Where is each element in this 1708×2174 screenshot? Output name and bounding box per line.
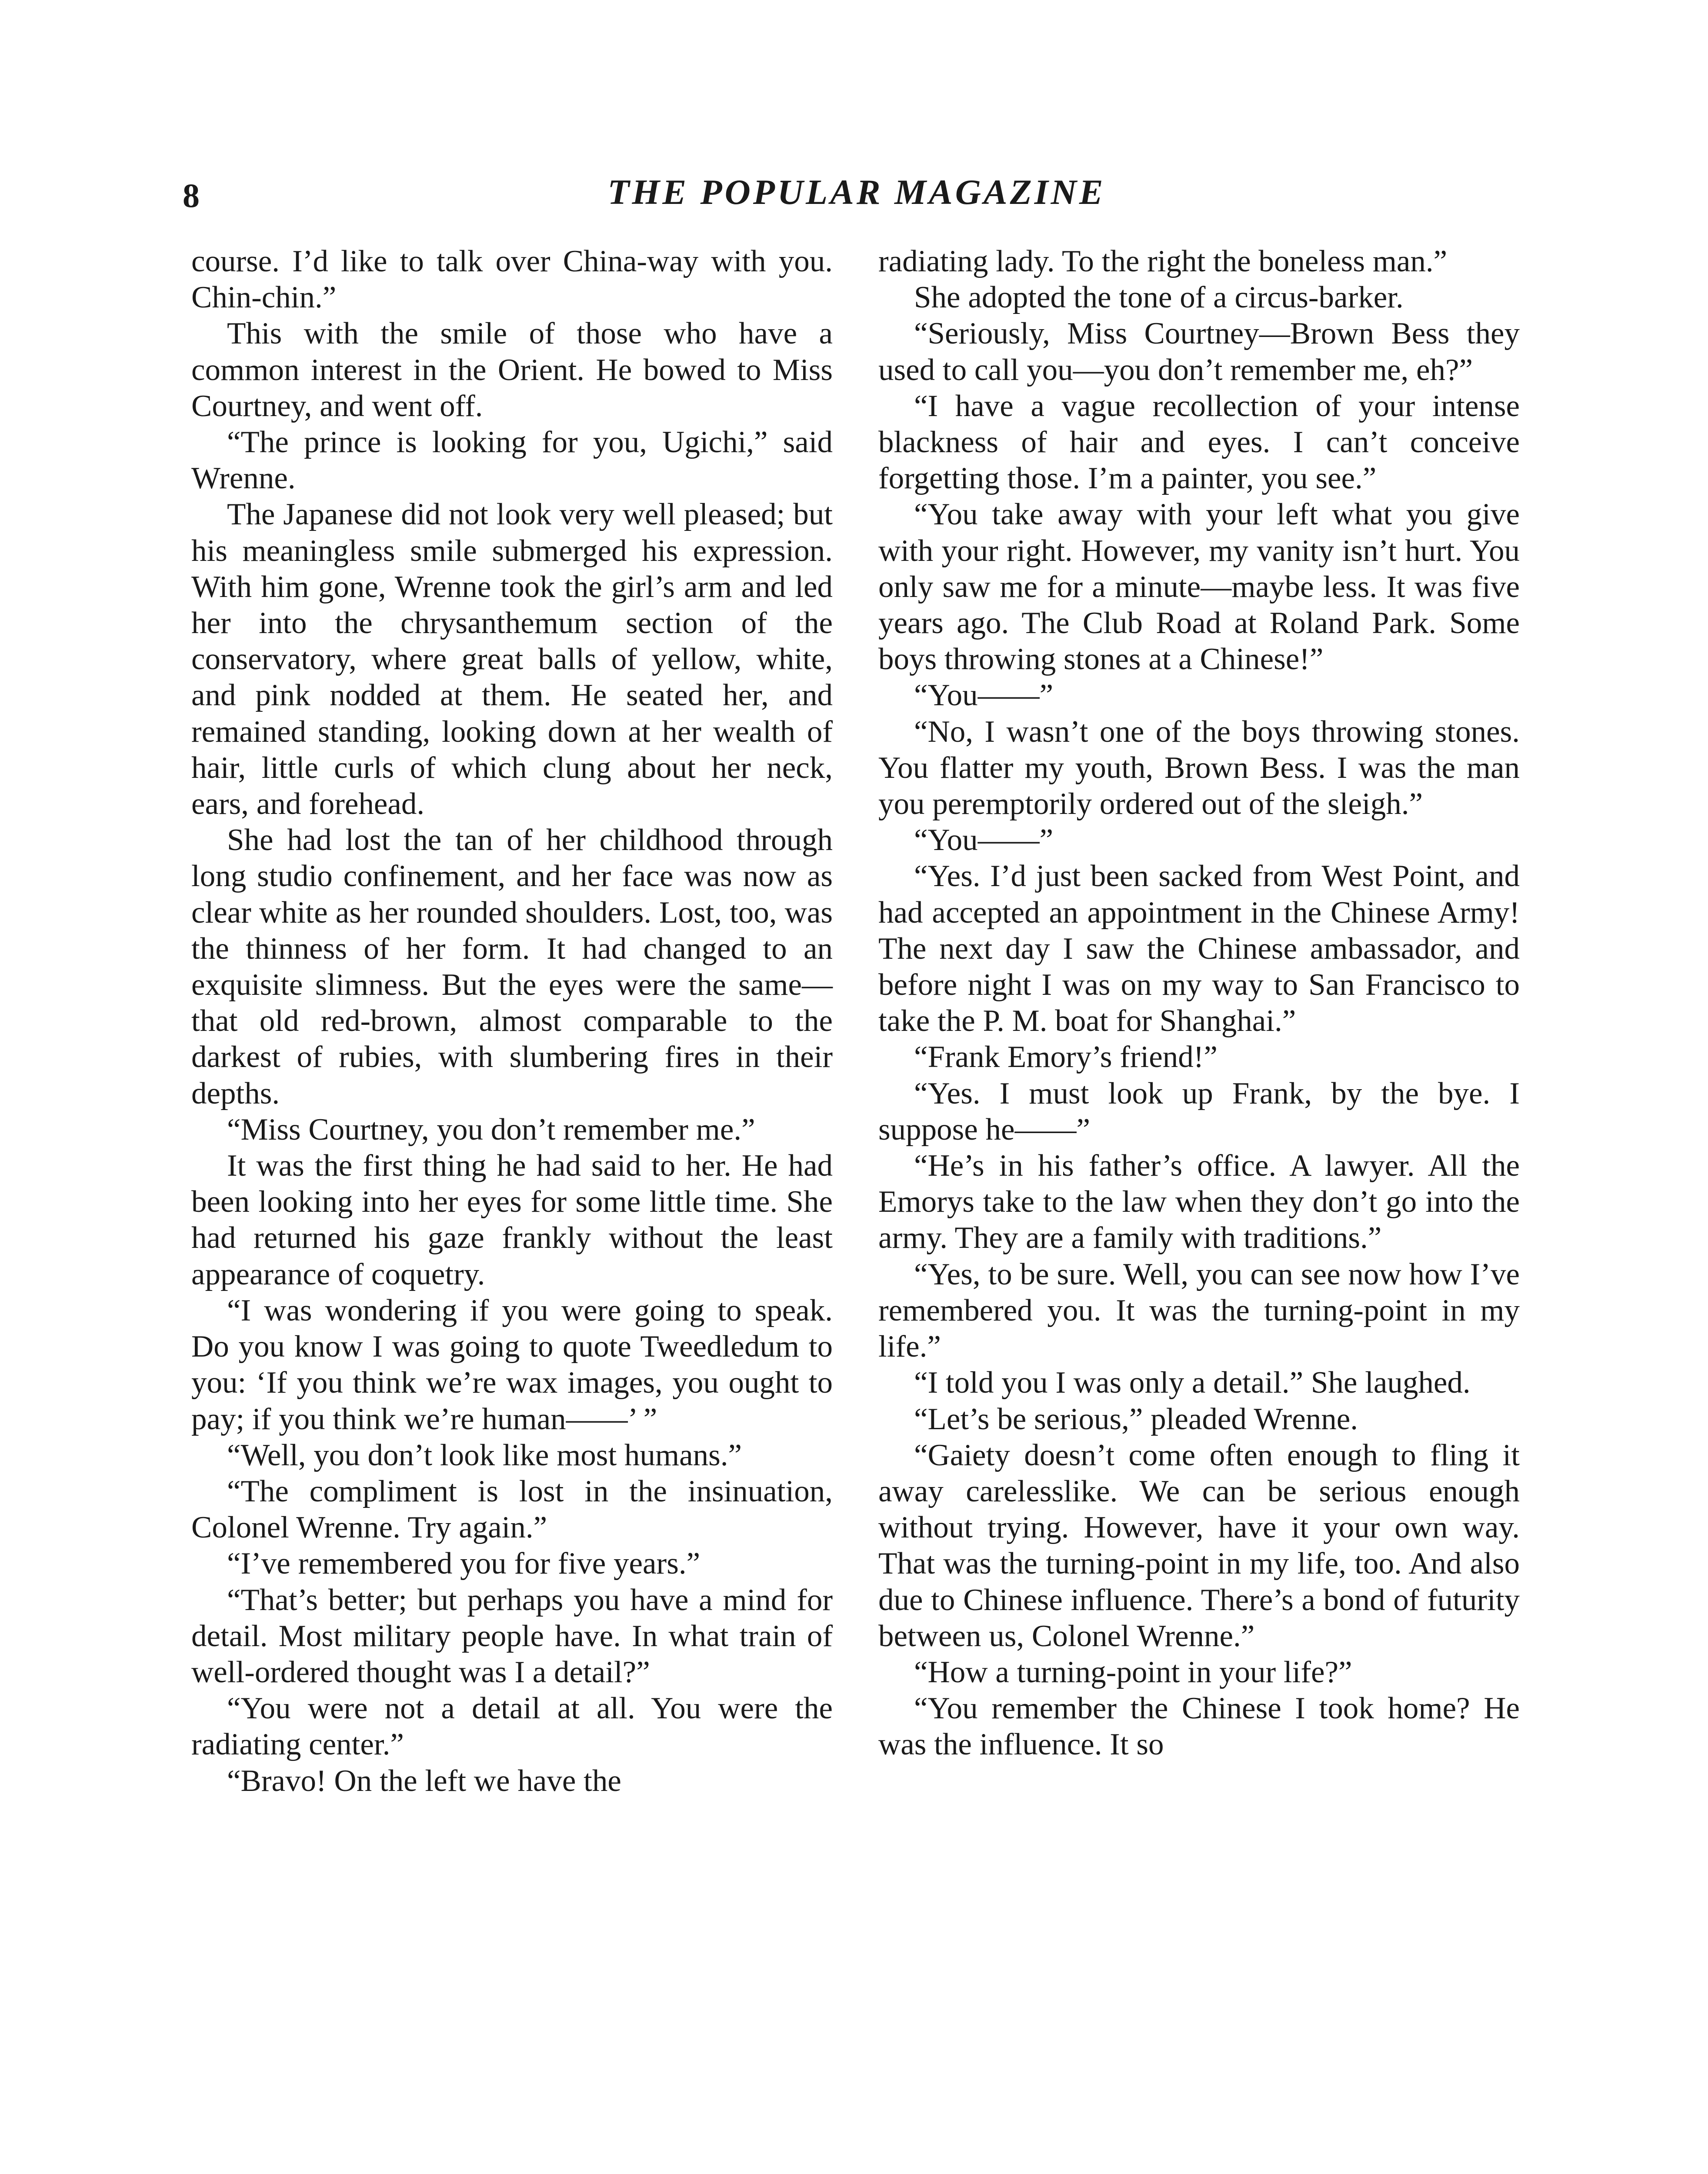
paragraph: “Yes. I must look up Frank, by the bye. I suppose he——” — [878, 1076, 1520, 1147]
paragraph: “I’ve remembered you for five years.” — [227, 1547, 701, 1581]
running-title: THE POPULAR MAGAZINE — [607, 172, 1106, 212]
paragraph: “Let’s be serious,” pleaded Wrenne. — [914, 1402, 1358, 1436]
paragraph: “I told you I was only a detail.” She laughed. — [914, 1366, 1471, 1400]
paragraph: “Miss Courtney, you don’t remember me.” — [227, 1112, 755, 1147]
paragraph: “How a turning-point in your life?” — [914, 1655, 1352, 1689]
page-header — [183, 172, 1531, 233]
paragraph: The Japanese did not look very well pleased; but his meaningless smile submerged his expression. With him gone, Wrenne took the girl’s arm and led her into the chrysanthemum section of the conservatory, where great balls of yellow, white, and pink nodded at them. He seated her, and remained standing, looking down at her wealth of hair, little curls of which clung about her neck, ears, and forehead. — [191, 497, 833, 821]
paragraph: “Frank Emory’s friend!” — [914, 1040, 1218, 1074]
paragraph: It was the first thing he had said to her. He had been looking into her eyes for some little time. She had returned his gaze frankly without the least appearance of coquetry. — [191, 1149, 833, 1291]
paragraph: She adopted the tone of a circus-barker. — [914, 280, 1404, 315]
right-text-column — [878, 243, 1520, 1763]
paragraph: “You——” — [914, 823, 1054, 857]
paragraph: “The prince is looking for you, Ugichi,” said Wrenne. — [191, 425, 833, 496]
paragraph: “Yes. I’d just been sacked from West Point, and had accepted an appointment in the Chinese Army! The next day I saw the Chinese ambassador, and before night I was on my way to San Francisco to take the P. M. boat for Shanghai.” — [878, 859, 1520, 1038]
paragraph: “The compliment is lost in the insinuation, Colonel Wrenne. Try again.” — [191, 1474, 833, 1545]
paragraph: “I was wondering if you were going to speak. Do you know I was going to quote Tweedledum to you: ‘If you think we’re wax images, you ought to pay; if you think we’re human——’ ” — [191, 1293, 833, 1436]
paragraph: “Seriously, Miss Courtney—Brown Bess they used to call you—you don’t remember me, eh?” — [878, 317, 1520, 387]
paragraph: radiating lady. To the right the boneless man.” — [878, 244, 1448, 278]
left-text-column — [191, 243, 833, 1799]
paragraph: “No, I wasn’t one of the boys throwing stones. You flatter my youth, Brown Bess. I was the man you peremptorily ordered out of the sleigh.” — [878, 714, 1520, 821]
paragraph: “You——” — [914, 678, 1054, 713]
page-number: 8 — [183, 177, 200, 214]
paragraph: “I have a vague recollection of your intense blackness of hair and eyes. I can’t conceive forgetting those. I’m a painter, you see.” — [878, 389, 1520, 496]
paragraph: “Yes, to be sure. Well, you can see now how I’ve remembered you. It was the turning-point in my life.” — [878, 1257, 1520, 1364]
paragraph: course. I’d like to talk over China-way with you. Chin-chin.” — [191, 244, 833, 315]
paragraph: She had lost the tan of her childhood through long studio confinement, and her face was now as clear white as her rounded shoulders. Lost, too, was the thinness of her form. It had changed to an exquisite slimness. But the eyes were the same—that old red-brown, almost comparable to the darkest of rubies, with slumbering fires in their depths. — [191, 823, 833, 1110]
paragraph: “You were not a detail at all. You were the radiating center.” — [191, 1691, 833, 1762]
paragraph: “Bravo! On the left we have the — [227, 1764, 621, 1798]
paragraph: “You remember the Chinese I took home? He was the influence. It so — [878, 1691, 1520, 1762]
paragraph: This with the smile of those who have a common interest in the Orient. He bowed to Miss Courtney, and went off. — [191, 317, 833, 423]
paragraph: “Well, you don’t look like most humans.” — [227, 1438, 742, 1472]
paragraph: “That’s better; but perhaps you have a mind for detail. Most military people have. In what train of well-ordered thought was I a detail?” — [191, 1583, 833, 1689]
paragraph: “He’s in his father’s office. A lawyer. All the Emorys take to the law when they don’t go into the army. They are a family with traditions.” — [878, 1149, 1520, 1255]
paragraph: “Gaiety doesn’t come often enough to fling it away carelesslike. We can be serious enough without trying. However, have it your own way. That was the turning-point in my life, too. And also due to Chinese influence. There’s a bond of futurity between us, Colonel Wrenne.” — [878, 1438, 1520, 1653]
paragraph: “You take away with your left what you give with your right. However, my vanity isn’t hurt. You only saw me for a minute—maybe less. It was five years ago. The Club Road at Roland Park. Some boys throwing stones at a Chinese!” — [878, 497, 1520, 677]
